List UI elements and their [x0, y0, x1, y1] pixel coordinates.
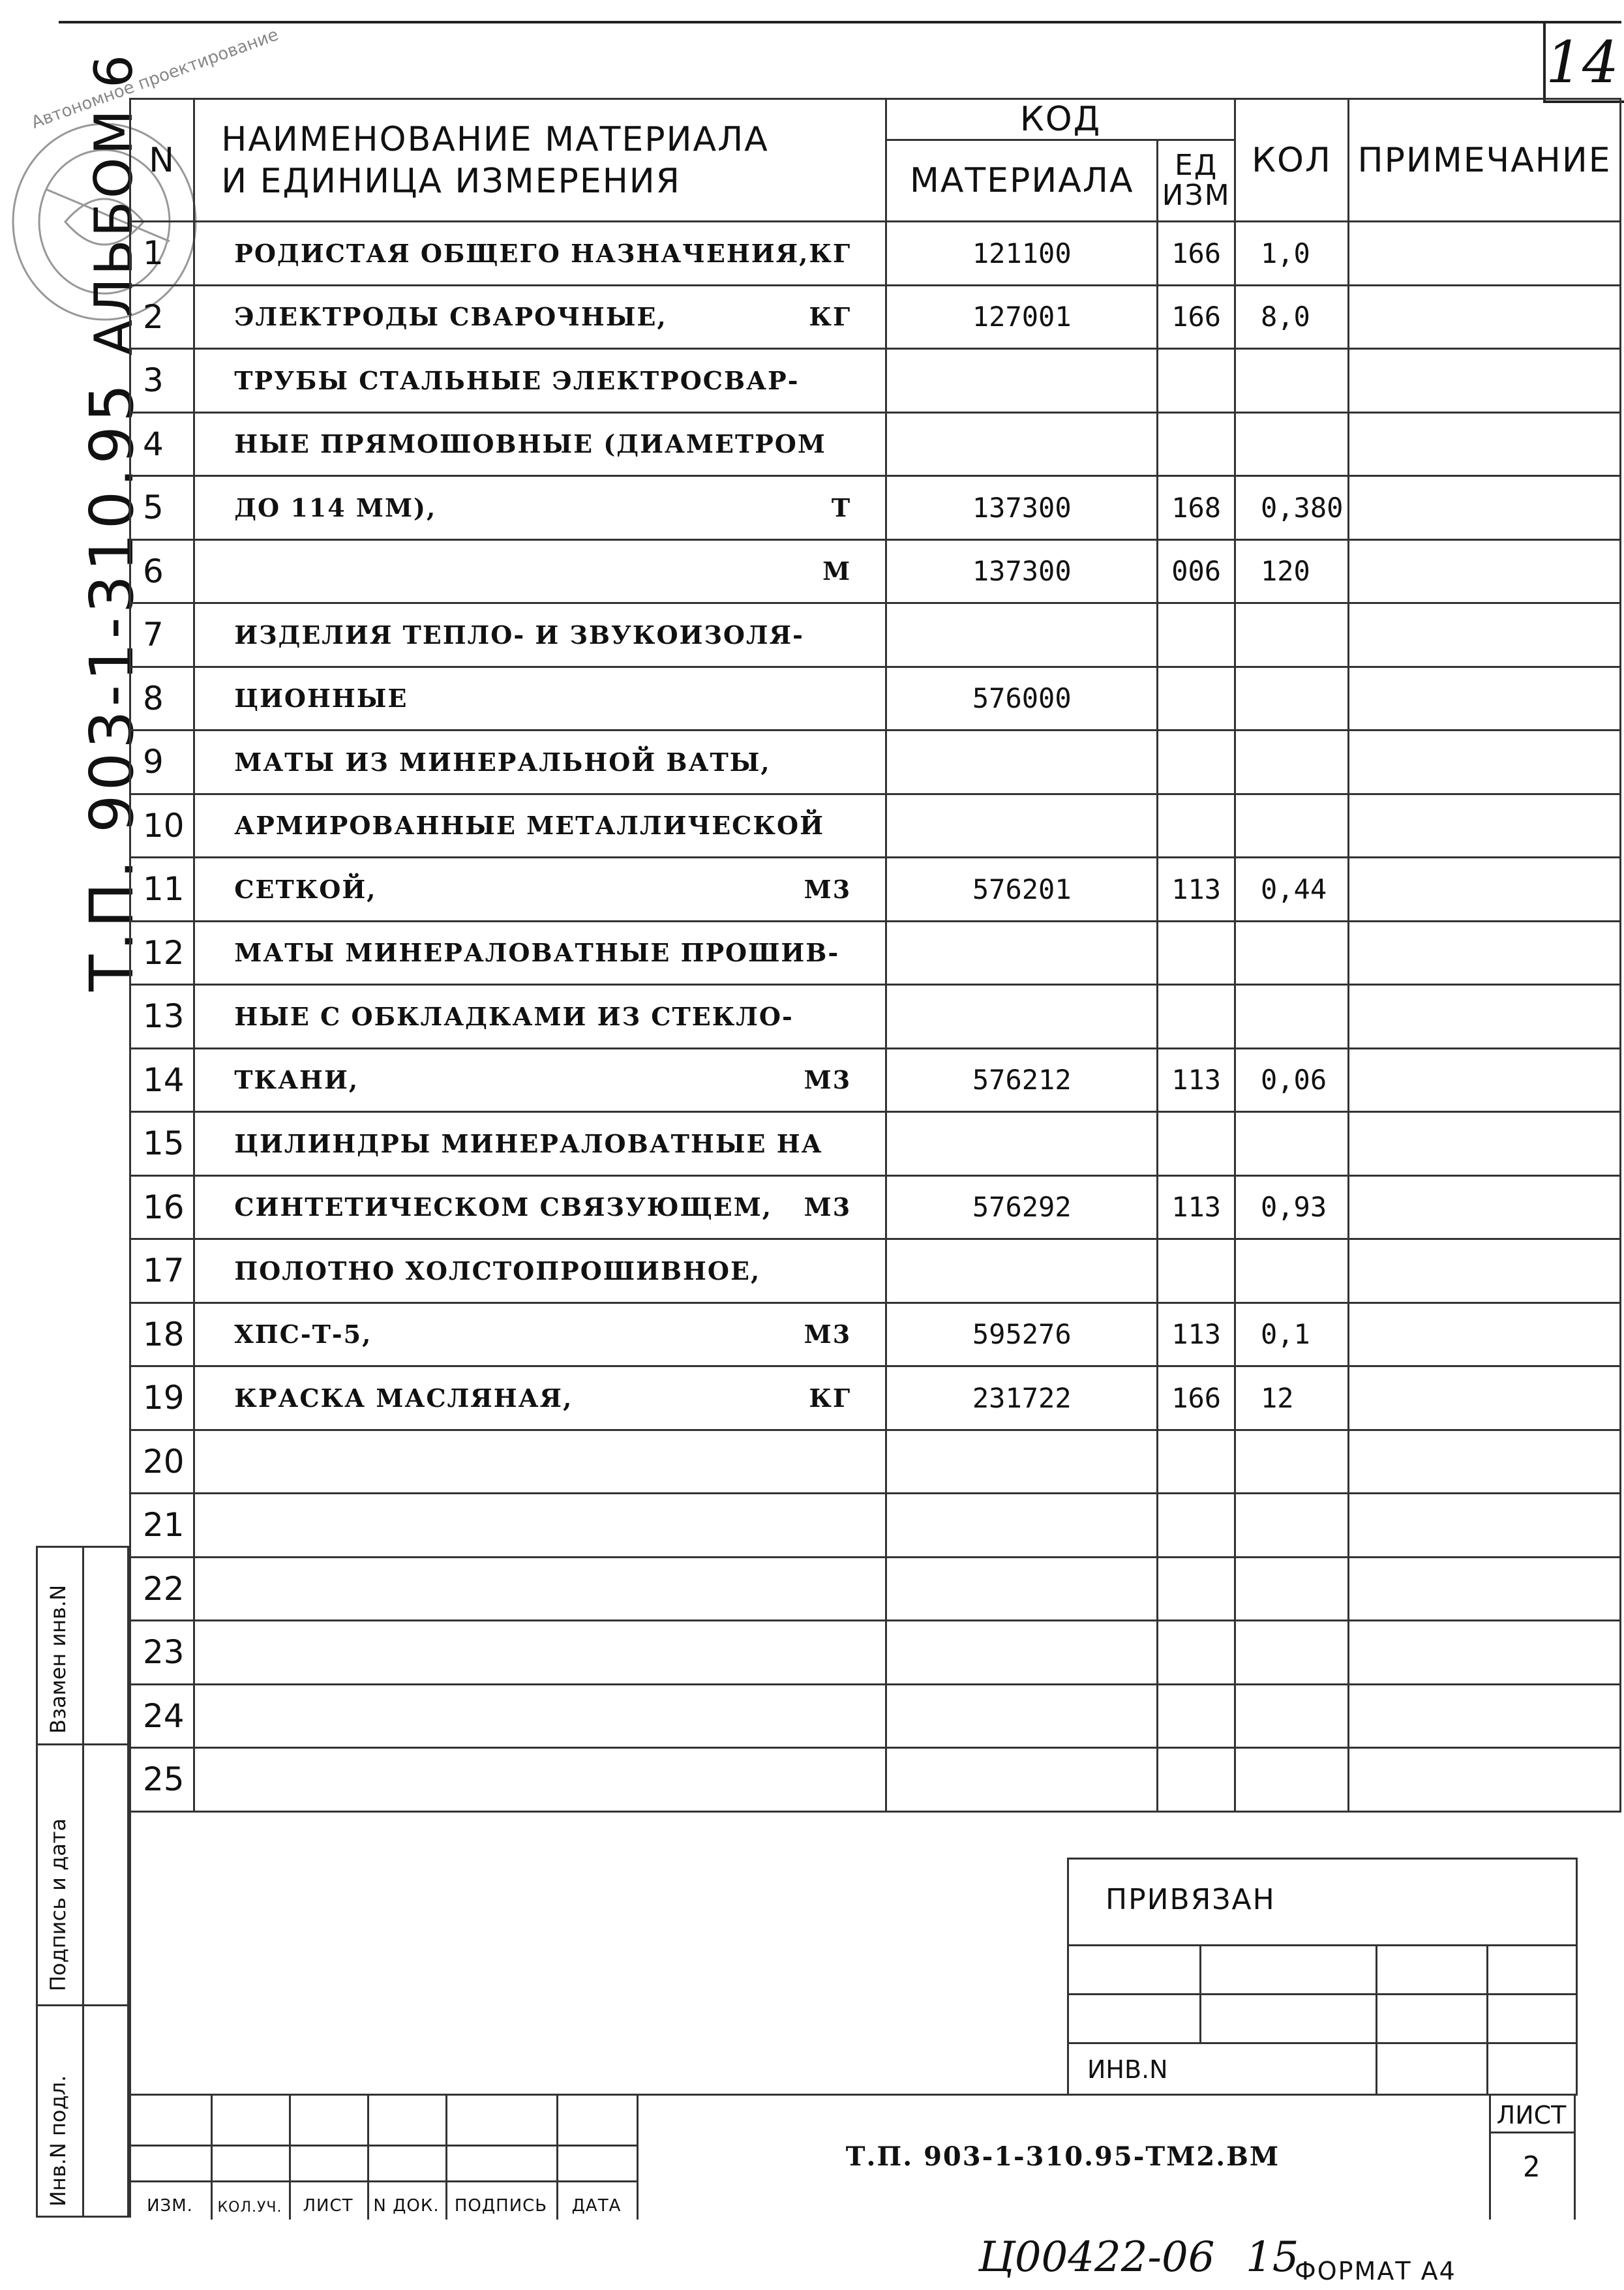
attachment-divider — [1199, 1944, 1201, 2042]
material-name-text: НЫЕ ПРЯМОШОВНЫЕ (ДИАМЕТРОМ — [234, 429, 826, 459]
row-number: 22 — [130, 1557, 194, 1621]
material-code — [886, 603, 1158, 667]
quantity — [1235, 1430, 1348, 1494]
note — [1349, 667, 1621, 731]
side-divider — [38, 2004, 131, 2006]
table-row — [130, 603, 1621, 667]
table-row — [130, 1748, 1621, 1812]
unit-code — [1158, 349, 1235, 413]
note — [1349, 985, 1621, 1049]
material-name — [194, 985, 886, 1049]
unit-code — [1158, 1557, 1235, 1621]
note — [1349, 1303, 1621, 1366]
table-row — [130, 667, 1621, 731]
table-row — [130, 985, 1621, 1049]
doc-code-vertical: Т.П. 903-1-310.95 — [77, 380, 147, 991]
note — [1349, 1048, 1621, 1112]
quantity — [1235, 1557, 1348, 1621]
note — [1349, 1494, 1621, 1558]
album-label: АЛЬБОМ 6 — [83, 52, 144, 355]
material-name — [194, 858, 886, 922]
material-name — [194, 285, 886, 349]
sheet-label: ЛИСТ — [1496, 2101, 1567, 2130]
side-divider — [82, 1548, 84, 2216]
sheet-number: 2 — [1522, 2150, 1541, 2184]
table-row — [130, 222, 1621, 286]
quantity — [1235, 349, 1348, 413]
table-row — [130, 1621, 1621, 1685]
note — [1349, 858, 1621, 922]
quantity: 0,06 — [1235, 1048, 1348, 1112]
material-unit-label: М — [822, 556, 852, 586]
attachment-line — [1069, 1944, 1576, 1946]
material-code — [886, 794, 1158, 858]
row-number: 18 — [130, 1303, 194, 1366]
title-block-line — [1489, 2132, 1574, 2133]
material-name — [194, 476, 886, 540]
side-divider — [38, 1743, 131, 1745]
row-number: 9 — [130, 731, 194, 794]
unit-code: 168 — [1158, 476, 1235, 540]
table-row — [130, 539, 1621, 603]
format-label: ФОРМАТ А4 — [1295, 2257, 1456, 2285]
archive-sheet-number: 15 — [1246, 2233, 1299, 2282]
col-sheet: ЛИСТ — [303, 2196, 353, 2216]
note — [1349, 1430, 1621, 1494]
row-number: 14 — [130, 1048, 194, 1112]
unit-code: 166 — [1158, 285, 1235, 349]
material-unit-label: КГ — [809, 302, 852, 332]
material-name — [194, 1175, 886, 1239]
material-code: 595276 — [886, 1303, 1158, 1366]
material-unit-label: М3 — [804, 874, 852, 904]
material-name — [194, 1748, 886, 1812]
material-name — [194, 349, 886, 413]
document-title: Т.П. 903-1-310.95-ТМ2.ВМ — [845, 2141, 1280, 2172]
title-block-line — [129, 2180, 637, 2182]
material-name — [194, 539, 886, 603]
material-code: 121100 — [886, 222, 1158, 286]
note — [1349, 731, 1621, 794]
row-number: 19 — [130, 1366, 194, 1430]
unit-code — [1158, 1494, 1235, 1558]
header-qty: КОЛ — [1235, 99, 1348, 222]
col-date: ДАТА — [571, 2196, 622, 2216]
table-row — [130, 1175, 1621, 1239]
material-unit-label: Т — [831, 492, 852, 522]
unit-code — [1158, 412, 1235, 476]
quantity — [1235, 667, 1348, 731]
table-row — [130, 1239, 1621, 1303]
material-code: 127001 — [886, 285, 1158, 349]
quantity: 8,0 — [1235, 285, 1348, 349]
row-number: 11 — [130, 858, 194, 922]
row-number: 25 — [130, 1748, 194, 1812]
row-number: 3 — [130, 349, 194, 413]
attachment-inv: ИНВ.N — [1087, 2055, 1168, 2084]
material-name — [194, 1430, 886, 1494]
note — [1349, 1621, 1621, 1685]
note — [1349, 222, 1621, 286]
material-name-text: ЦИОННЫЕ — [234, 684, 408, 714]
quantity: 0,93 — [1235, 1175, 1348, 1239]
unit-code — [1158, 985, 1235, 1049]
material-name — [194, 412, 886, 476]
quantity — [1235, 985, 1348, 1049]
quantity — [1235, 1494, 1348, 1558]
material-code: 576292 — [886, 1175, 1158, 1239]
page-number: 14 — [1546, 29, 1619, 96]
col-change: ИЗМ. — [147, 2196, 193, 2216]
quantity — [1235, 731, 1348, 794]
attachment-divider — [1486, 1944, 1488, 2096]
row-number: 7 — [130, 603, 194, 667]
note — [1349, 539, 1621, 603]
unit-code — [1158, 794, 1235, 858]
material-name — [194, 794, 886, 858]
quantity: 120 — [1235, 539, 1348, 603]
row-number: 1 — [130, 222, 194, 286]
table-row — [130, 1684, 1621, 1748]
unit-code — [1158, 667, 1235, 731]
material-name — [194, 1684, 886, 1748]
row-number: 17 — [130, 1239, 194, 1303]
quantity — [1235, 1748, 1348, 1812]
material-code — [886, 412, 1158, 476]
unit-code — [1158, 921, 1235, 985]
material-name-text: ТРУБЫ СТАЛЬНЫЕ ЭЛЕКТРОСВАР- — [234, 365, 800, 395]
row-number: 15 — [130, 1112, 194, 1176]
material-name-text: ПОЛОТНО ХОЛСТОПРОШИВНОЕ, — [234, 1256, 761, 1286]
attachment-block — [1067, 1858, 1578, 2096]
unit-code — [1158, 731, 1235, 794]
table-row — [130, 476, 1621, 540]
replaced-inv-label: Взамен инв.N — [46, 1584, 70, 1734]
material-code — [886, 985, 1158, 1049]
note — [1349, 285, 1621, 349]
material-code — [886, 349, 1158, 413]
material-code: 231722 — [886, 1366, 1158, 1430]
material-code — [886, 1112, 1158, 1176]
material-name — [194, 603, 886, 667]
material-name-text: ЦИЛИНДРЫ МИНЕРАЛОВАТНЫЕ НА — [234, 1128, 823, 1158]
note — [1349, 349, 1621, 413]
table-row — [130, 1557, 1621, 1621]
material-name — [194, 1621, 886, 1685]
material-unit-label: М3 — [804, 1192, 852, 1222]
table-row — [130, 1112, 1621, 1176]
row-number: 24 — [130, 1684, 194, 1748]
table-row — [130, 1430, 1621, 1494]
top-frame-line — [59, 21, 1621, 23]
material-name-text: СИНТЕТИЧЕСКОМ СВЯЗУЮЩЕМ, — [234, 1192, 773, 1222]
material-code — [886, 1494, 1158, 1558]
row-number: 8 — [130, 667, 194, 731]
material-code — [886, 1557, 1158, 1621]
note — [1349, 603, 1621, 667]
attachment-line — [1069, 1993, 1576, 1995]
unit-code: 006 — [1158, 539, 1235, 603]
attachment-divider — [1376, 1944, 1377, 2096]
material-name-text: ТКАНИ, — [234, 1065, 359, 1095]
material-name-text: ИЗДЕЛИЯ ТЕПЛО- И ЗВУКОИЗОЛЯ- — [234, 620, 804, 650]
material-code: 576212 — [886, 1048, 1158, 1112]
table-row — [130, 349, 1621, 413]
table-row — [130, 1303, 1621, 1366]
material-name-text: РОДИСТАЯ ОБЩЕГО НАЗНАЧЕНИЯ,КГ — [234, 238, 852, 268]
quantity — [1235, 1684, 1348, 1748]
material-name — [194, 1303, 886, 1366]
material-code: 137300 — [886, 476, 1158, 540]
row-number: 12 — [130, 921, 194, 985]
unit-code: 113 — [1158, 1175, 1235, 1239]
quantity — [1235, 412, 1348, 476]
row-number: 10 — [130, 794, 194, 858]
materials-table — [129, 98, 1621, 1813]
table-row — [130, 1494, 1621, 1558]
material-name — [194, 667, 886, 731]
table-row — [130, 794, 1621, 858]
material-name-text: КРАСКА МАСЛЯНАЯ, — [234, 1383, 573, 1413]
header-material: МАТЕРИАЛА — [886, 140, 1158, 222]
header-name: НАИМЕНОВАНИЕ МАТЕРИАЛА И ЕДИНИЦА ИЗМЕРЕНИЯ — [194, 99, 886, 222]
quantity: 12 — [1235, 1366, 1348, 1430]
archive-code: Ц00422-06 — [978, 2233, 1215, 2282]
material-code — [886, 921, 1158, 985]
note — [1349, 1366, 1621, 1430]
unit-code: 113 — [1158, 858, 1235, 922]
material-name — [194, 1112, 886, 1176]
quantity: 0,1 — [1235, 1303, 1348, 1366]
note — [1349, 921, 1621, 985]
table-row — [130, 731, 1621, 794]
header-num: N — [130, 99, 194, 222]
quantity — [1235, 1112, 1348, 1176]
attachment-line — [1069, 2042, 1576, 2044]
note — [1349, 1175, 1621, 1239]
quantity: 0,44 — [1235, 858, 1348, 922]
note — [1349, 1684, 1621, 1748]
quantity — [1235, 921, 1348, 985]
header-note: ПРИМЕЧАНИЕ — [1349, 99, 1621, 222]
row-number: 13 — [130, 985, 194, 1049]
unit-code — [1158, 1112, 1235, 1176]
note — [1349, 1239, 1621, 1303]
material-code — [886, 1239, 1158, 1303]
quantity — [1235, 1239, 1348, 1303]
quantity: 0,380 — [1235, 476, 1348, 540]
material-name-text: АРМИРОВАННЫЕ МЕТАЛЛИЧЕСКОЙ — [234, 811, 824, 841]
unit-code — [1158, 1684, 1235, 1748]
material-name — [194, 921, 886, 985]
header-code-group: КОД — [886, 99, 1235, 140]
quantity — [1235, 603, 1348, 667]
unit-code — [1158, 1621, 1235, 1685]
material-code: 576201 — [886, 858, 1158, 922]
table-row — [130, 858, 1621, 922]
row-number: 20 — [130, 1430, 194, 1494]
note — [1349, 794, 1621, 858]
unit-code: 113 — [1158, 1303, 1235, 1366]
material-code: 576000 — [886, 667, 1158, 731]
row-number: 5 — [130, 476, 194, 540]
unit-code — [1158, 1748, 1235, 1812]
material-name — [194, 1494, 886, 1558]
col-doc-number: N ДОК. — [373, 2196, 440, 2216]
material-name-text: НЫЕ С ОБКЛАДКАМИ ИЗ СТЕКЛО- — [234, 1001, 794, 1031]
material-name — [194, 1557, 886, 1621]
col-signature: ПОДПИСЬ — [454, 2196, 548, 2216]
material-name — [194, 1048, 886, 1112]
unit-code — [1158, 1430, 1235, 1494]
material-name — [194, 1239, 886, 1303]
side-approval-strip — [36, 1546, 129, 2218]
material-name-text: ЭЛЕКТРОДЫ СВАРОЧНЫЕ, — [234, 302, 667, 332]
material-code — [886, 1748, 1158, 1812]
quantity — [1235, 794, 1348, 858]
stamp-text: Автономное проектирование — [29, 25, 281, 133]
material-name-text: ХПС-Т-5, — [234, 1319, 372, 1349]
title-block-line — [129, 2145, 637, 2147]
table-row — [130, 1366, 1621, 1430]
note — [1349, 476, 1621, 540]
unit-code — [1158, 1239, 1235, 1303]
material-code: 137300 — [886, 539, 1158, 603]
material-code — [886, 731, 1158, 794]
material-code — [886, 1621, 1158, 1685]
attachment-title: ПРИВЯЗАН — [1105, 1883, 1276, 1916]
material-unit-label: М3 — [804, 1065, 852, 1095]
table-row — [130, 412, 1621, 476]
row-number: 23 — [130, 1621, 194, 1685]
table-row — [130, 921, 1621, 985]
signature-date-label: Подпись и дата — [46, 1818, 70, 1991]
note — [1349, 1557, 1621, 1621]
row-number: 6 — [130, 539, 194, 603]
material-name — [194, 731, 886, 794]
material-name-text: МАТЫ ИЗ МИНЕРАЛЬНОЙ ВАТЫ, — [234, 747, 771, 777]
row-number: 4 — [130, 412, 194, 476]
table-row — [130, 285, 1621, 349]
material-name — [194, 1366, 886, 1430]
note — [1349, 1112, 1621, 1176]
col-count: КОЛ.УЧ. — [217, 2199, 282, 2216]
unit-code: 113 — [1158, 1048, 1235, 1112]
material-code — [886, 1684, 1158, 1748]
unit-code: 166 — [1158, 222, 1235, 286]
material-name-text: ДО 114 ММ), — [234, 492, 437, 522]
table-row — [130, 1048, 1621, 1112]
material-unit-label: КГ — [809, 1383, 852, 1413]
material-name-text: СЕТКОЙ, — [234, 874, 377, 904]
quantity: 1,0 — [1235, 222, 1348, 286]
header-unit: ЕД ИЗМ — [1158, 140, 1235, 222]
unit-code — [1158, 603, 1235, 667]
material-name-text: МАТЫ МИНЕРАЛОВАТНЫЕ ПРОШИВ- — [234, 938, 840, 968]
material-unit-label: М3 — [804, 1319, 852, 1349]
unit-code: 166 — [1158, 1366, 1235, 1430]
material-code — [886, 1430, 1158, 1494]
material-name — [194, 222, 886, 286]
note — [1349, 412, 1621, 476]
row-number: 2 — [130, 285, 194, 349]
note — [1349, 1748, 1621, 1812]
row-number: 21 — [130, 1494, 194, 1558]
title-block — [129, 2094, 1576, 2220]
original-inv-label: Инв.N подл. — [46, 2075, 70, 2207]
quantity — [1235, 1621, 1348, 1685]
row-number: 16 — [130, 1175, 194, 1239]
